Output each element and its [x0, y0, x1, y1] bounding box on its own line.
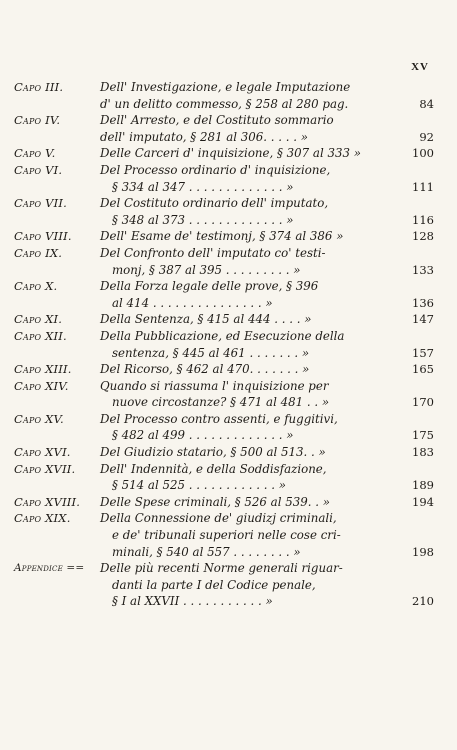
chapter-title: [100, 494, 434, 511]
page-reference: 100: [412, 146, 434, 161]
appendix-title-line: § I al XXVII . . . . . . . . . . . »: [112, 594, 273, 609]
page-reference: 183: [412, 445, 434, 460]
page-reference: 133: [412, 262, 434, 277]
chapter-title-line: § 348 al 373 . . . . . . . . . . . . . »: [112, 212, 294, 227]
page-reference: 210: [412, 594, 434, 609]
page-reference: 84: [419, 96, 434, 111]
chapter-title: [100, 444, 434, 461]
toc-entry-capo-vii: [14, 195, 434, 228]
toc-entry-capo-xix: [14, 510, 434, 560]
chapter-title-line: § 514 al 525 . . . . . . . . . . . . »: [112, 478, 286, 493]
chapter-title-line: nuove circostanze? § 471 al 481 . . »: [112, 395, 330, 410]
chapter-title-line: Dell' Indennità, e della Soddisfazione,: [100, 461, 327, 476]
chapter-title-line: Delle Spese criminali, § 526 al 539. . »: [100, 494, 330, 509]
chapter-label: Capo XIII.: [14, 362, 72, 377]
chapter-title: [100, 145, 434, 162]
chapter-label: Capo V.: [14, 146, 56, 161]
toc-entry-appendice: [14, 560, 434, 610]
chapter-title: [100, 361, 434, 378]
chapter-label: Capo IX.: [14, 245, 63, 260]
chapter-label: Capo XVI.: [14, 445, 71, 460]
toc-entry-capo-x: [14, 278, 434, 311]
chapter-title-line: Dell' Investigazione, e legale Imputazione: [100, 80, 351, 94]
chapter-title-line: § 482 al 499 . . . . . . . . . . . . . »: [112, 428, 294, 443]
chapter-title-line: Del Confronto dell' imputato co' testi-: [100, 245, 326, 260]
chapter-title-line: d' un delitto commesso, § 258 al 280 pag.: [100, 96, 349, 111]
page-reference: 157: [412, 345, 434, 360]
chapter-label: Capo VI.: [14, 162, 63, 177]
toc-entry-capo-xvii: [14, 461, 434, 494]
chapter-label: Capo XVII.: [14, 461, 76, 476]
chapter-label: Capo XIV.: [14, 378, 69, 393]
chapter-label: Capo VIII.: [14, 229, 72, 244]
chapter-title-line: Della Connessione de' giudizj criminali,: [100, 511, 337, 526]
toc-entry-capo-iv: [14, 112, 434, 145]
chapter-title: [100, 278, 434, 311]
toc-entry-capo-xvi: [14, 444, 434, 461]
chapter-title-line: monj, § 387 al 395 . . . . . . . . . »: [112, 262, 301, 277]
chapter-title: [100, 228, 434, 245]
chapter-title-line: Della Pubblicazione, ed Esecuzione della: [100, 328, 345, 343]
chapter-title: [100, 461, 434, 494]
chapter-title: [100, 79, 434, 112]
chapter-title-line: dell' imputato, § 281 al 306. . . . . »: [100, 129, 309, 144]
page-reference: 170: [412, 395, 434, 410]
chapter-title: [100, 195, 434, 228]
toc-entry-capo-vi: [14, 162, 434, 195]
chapter-title: [100, 311, 434, 328]
chapter-title-line: minali, § 540 al 557 . . . . . . . . »: [112, 544, 301, 559]
chapter-title-line: Quando si riassuma l' inquisizione per: [100, 378, 329, 393]
chapter-title-line: Del Processo contro assenti, e fuggitivi,: [100, 411, 338, 426]
chapter-title: [100, 112, 434, 145]
toc-entry-capo-xv: [14, 411, 434, 444]
page-reference: 198: [412, 544, 434, 559]
page-reference: 165: [412, 362, 434, 377]
chapter-title: [100, 510, 434, 560]
chapter-title-line: Della Sentenza, § 415 al 444 . . . . »: [100, 312, 312, 327]
chapter-title-line: Del Processo ordinario d' inquisizione,: [100, 162, 331, 177]
chapter-title-line: al 414 . . . . . . . . . . . . . . . »: [112, 295, 273, 310]
toc-entry-capo-xi: [14, 311, 434, 328]
chapter-title-line: Della Forza legale delle prove, § 396: [100, 279, 319, 294]
chapter-title-line: Dell' Arresto, e del Costituto sommario: [100, 113, 334, 128]
page-reference: 147: [412, 312, 434, 327]
chapter-label: Capo XV.: [14, 411, 64, 426]
page-reference: 92: [419, 129, 434, 144]
page-reference: 194: [412, 494, 434, 509]
appendix-title-line: danti la parte I del Codice penale,: [112, 577, 316, 592]
chapter-title-line: Del Costituto ordinario dell' imputato,: [100, 196, 329, 211]
toc-entry-capo-xiv: [14, 378, 434, 411]
chapter-title-line: Delle Carceri d' inquisizione, § 307 al 333 »: [100, 146, 361, 161]
chapter-title-line: sentenza, § 445 al 461 . . . . . . . »: [112, 345, 310, 360]
chapter-label: Capo XVIII.: [14, 494, 81, 509]
page-reference: 111: [412, 179, 434, 194]
page-reference: 189: [412, 478, 434, 493]
page-reference: 128: [412, 229, 434, 244]
toc-entry-capo-xiii: [14, 361, 434, 378]
chapter-label: Capo XIX.: [14, 511, 71, 526]
chapter-title-line: § 334 al 347 . . . . . . . . . . . . . »: [112, 179, 294, 194]
toc-entry-capo-iii: [14, 79, 434, 112]
chapter-title-line: Del Ricorso, § 462 al 470. . . . . . . »: [100, 362, 310, 377]
chapter-title-line: e de' tribunali superiori nelle cose cri-: [112, 528, 341, 543]
appendix-label: Appendice ==: [14, 562, 85, 575]
chapter-title-line: Del Giudizio statario, § 500 al 513. . »: [100, 445, 326, 460]
page-number: XV: [411, 61, 429, 73]
appendix-title-line: Delle più recenti Norme generali riguar-: [100, 561, 343, 576]
toc-entry-capo-ix: [14, 245, 434, 278]
page-reference: 175: [412, 428, 434, 443]
chapter-label: Capo III.: [14, 80, 64, 94]
toc-entry-capo-xii: [14, 328, 434, 361]
chapter-title: [100, 328, 434, 361]
chapter-title-line: Dell' Esame de' testimonj, § 374 al 386 »: [100, 229, 344, 244]
appendix-title: [100, 560, 434, 610]
table-of-contents: [14, 79, 434, 610]
chapter-label: Capo VII.: [14, 196, 68, 211]
chapter-label: Capo X.: [14, 279, 58, 294]
chapter-title: [100, 162, 434, 195]
toc-entry-capo-v: [14, 145, 434, 162]
chapter-title: [100, 245, 434, 278]
chapter-label: Capo IV.: [14, 113, 61, 128]
page-reference: 136: [412, 295, 434, 310]
toc-entry-capo-xviii: [14, 494, 434, 511]
chapter-title: [100, 378, 434, 411]
page-reference: 116: [412, 212, 434, 227]
chapter-label: Capo XI.: [14, 312, 63, 327]
toc-entry-capo-viii: [14, 228, 434, 245]
chapter-label: Capo XII.: [14, 328, 67, 343]
chapter-title: [100, 411, 434, 444]
